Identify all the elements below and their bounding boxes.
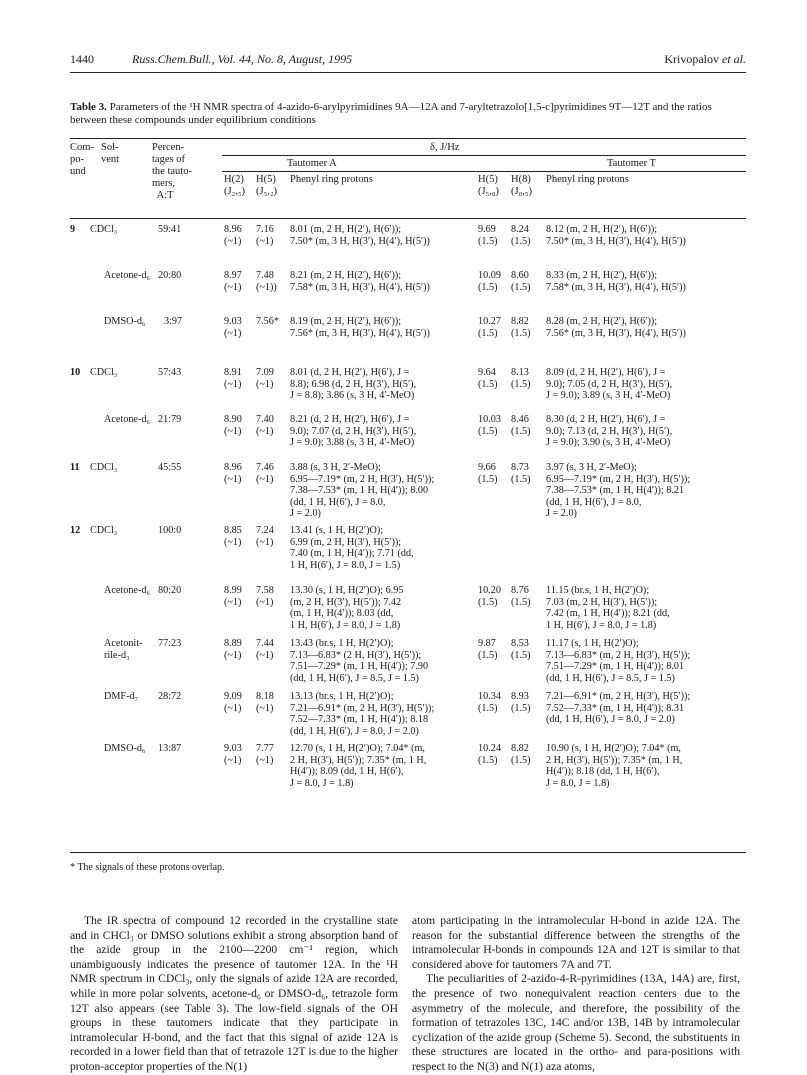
running-authors (664, 52, 746, 67)
a-phenyl-protons: 8.01 (m, 2 H, H(2′), H(6′)); 7.50* (m, 3 H, H(3′), H(4′), H(5′)) (290, 224, 430, 247)
journal-page (70, 0, 746, 1073)
col-header-t-h5: H(5) (J₅,₈) (478, 174, 500, 197)
a-h2-shift: 8.90 (~1) (224, 414, 242, 437)
solvent: Acetonit- rile-d₃ (104, 638, 143, 661)
t-phenyl-protons: 8.12 (m, 2 H, H(2′), H(6′)); 7.50* (m, 3 H, H(3′), H(4′), H(5′)) (546, 224, 686, 247)
t-h5-shift: 10.09 (1.5) (478, 270, 501, 293)
a-h2-shift: 8.99 (~1) (224, 585, 242, 608)
col-header-tautomer-t: Tautomer T (607, 158, 656, 169)
t-h8-shift: 8.60 (1.5) (511, 270, 531, 293)
tautomer-ratio: 59:41 (158, 224, 182, 235)
a-phenyl-protons: 13.13 (br.s, 1 H, H(2′)O); 7.21—6.91* (m, 2 H, H(3′), H(5′)); 7.52—7.33* (m, 1 H, H(4′)); 8.18 (dd, 1 H, H(6′), J = 8.0, J = 2.0) (290, 691, 435, 737)
tautomer-ratio: 3:97 (164, 316, 183, 327)
a-h2-shift: 8.96 (~1) (224, 224, 242, 247)
solvent: CDCl₃ (90, 367, 118, 378)
delta-rule (222, 155, 746, 156)
tautomer-ratio: 21:79 (158, 414, 182, 425)
compound-number: 10 (70, 367, 81, 378)
a-phenyl-protons: 8.21 (d, 2 H, H(2′), H(6′), J = 9.0); 7.07 (d, 2 H, H(3′), H(5′), J = 9.0); 3.88 (s, 3 H, 4′-MeO) (290, 414, 417, 449)
col-header-a-h5: H(5) (J₅,₂) (256, 174, 278, 197)
tautomer-ratio: 57:43 (158, 367, 182, 378)
a-h5-shift: 7.58 (~1) (256, 585, 274, 608)
a-h5-shift: 8.18 (~1) (256, 691, 274, 714)
author-name: Krivopalov (664, 52, 719, 66)
tautomer-ratio: 13:87 (158, 743, 182, 754)
t-h8-shift: 8.13 (1.5) (511, 367, 531, 390)
a-h5-shift: 7.48 (~1)) (256, 270, 277, 293)
t-phenyl-protons: 3.97 (s, 3 H, 2′-MeO); 6.95—7.19* (m, 2 H, H(3′), H(5′)); 7.38—7.53* (m, 1 H, H(4′)); 8.21 (dd, 1 H, H(6′), J = 8.0, J = 2.0) (546, 462, 691, 520)
a-h2-shift: 8.85 (~1) (224, 525, 242, 548)
col-header-t-phenyl: Phenyl ring protons (546, 174, 629, 185)
col-header-a-h2: H(2) (J₂,₅) (224, 174, 246, 197)
compound-number: 12 (70, 525, 81, 536)
a-h2-shift: 9.09 (~1) (224, 691, 242, 714)
t-h5-shift: 10.20 (1.5) (478, 585, 501, 608)
a-h2-shift: 8.91 (~1) (224, 367, 242, 390)
a-h2-shift: 8.89 (~1) (224, 638, 242, 661)
a-h2-shift: 8.97 (~1) (224, 270, 242, 293)
t-h8-shift: 8.53 (1.5) (511, 638, 531, 661)
table-label: Table 3. (70, 101, 107, 113)
t-h5-shift: 10.27 (1.5) (478, 316, 501, 339)
compound-number: 11 (70, 462, 80, 473)
body-column-right (412, 914, 740, 1075)
t-h8-shift: 8.82 (1.5) (511, 316, 531, 339)
a-phenyl-protons: 3.88 (s, 3 H, 2′-MeO); 6.95—7.19* (m, 2 H, H(3′), H(5′)); 7.38—7.53* (m, 1 H, H(4′)); 8.00 (dd, 1 H, H(6′), J = 8.0, J = 2.0) (290, 462, 435, 520)
et-al: et al. (719, 52, 746, 66)
t-h5-shift: 10.24 (1.5) (478, 743, 501, 766)
solvent: CDCl₃ (90, 224, 118, 235)
a-h5-shift: 7.56* (256, 316, 279, 327)
t-h8-shift: 8.76 (1.5) (511, 585, 531, 608)
col-header-t-h8: H(8) (J₈,₅) (511, 174, 533, 197)
journal-citation: Russ.Chem.Bull., Vol. 44, No. 8, August, 1995 (132, 52, 353, 66)
body-column-left (70, 914, 398, 1075)
t-h8-shift: 8.93 (1.5) (511, 691, 531, 714)
t-phenyl-protons: 8.09 (d, 2 H, H(2′), H(6′), J = 9.0); 7.05 (d, 2 H, H(3′), H(5′), J = 9.0); 3.89 (s, 3 H, 4′-MeO) (546, 367, 673, 402)
col-header-compound: Com- po- und (70, 142, 94, 177)
t-h5-shift: 9.66 (1.5) (478, 462, 498, 485)
t-h8-shift: 8.24 (1.5) (511, 224, 531, 247)
page-number: 1440 (70, 52, 94, 66)
a-h5-shift: 7.09 (~1) (256, 367, 274, 390)
a-phenyl-protons: 13.30 (s, 1 H, H(2′)O); 6.95 (m, 2 H, H(3′), H(5′)); 7.42 (m, 1 H, H(4′)); 8.03 (dd, 1 H, H(6′), J = 8.0, J = 1.8) (290, 585, 404, 631)
tautomer-ratio: 100:0 (158, 525, 182, 536)
t-h5-shift: 9.87 (1.5) (478, 638, 498, 661)
paragraph: atom participating in the intramolecular H-bond in azide 12A. The reason for the substantial difference between the strengths of the intramolecular H-bonds in compounds 12A and 12T is similar to that considered above for tautomers 7A and 7T. (412, 914, 740, 971)
t-h8-shift: 8.82 (1.5) (511, 743, 531, 766)
paragraph: The peculiarities of 2-azido-4-R-pyrimidines (13A, 14A) are, first, the presence of two nonequivalent reaction centers due to the asymmetry of the molecule, and therefore, the possibility of the formation of tetrazoles 13C, 14C and/or 13B, 14B by intramolecular cyclization of the azide group (Scheme 5). Second, the substituents in these structures are located in the ortho- and para-positions with respect to the N(3) and N(1) aza atoms, (412, 972, 740, 1073)
table-footnote: * The signals of these protons overlap. (70, 862, 225, 873)
t-phenyl-protons: 8.28 (m, 2 H, H(2′), H(6′)); 7.56* (m, 3 H, H(3′), H(4′), H(5′)) (546, 316, 686, 339)
a-h5-shift: 7.44 (~1) (256, 638, 274, 661)
a-h2-shift: 9.03 (~1) (224, 743, 242, 766)
a-phenyl-protons: 12.70 (s, 1 H, H(2′)O); 7.04* (m, 2 H, H(3′), H(5′)); 7.35* (m, 1 H, H(4′)); 8.09 (dd, 1 H, H(6′), J = 8.0, J = 1.8) (290, 743, 427, 789)
table-top-rule (70, 138, 746, 139)
table-bottom-rule (70, 852, 746, 853)
col-header-solvent: Sol- vent (101, 142, 120, 165)
tautomer-ratio: 80:20 (158, 585, 182, 596)
table-caption (70, 101, 746, 127)
col-header-delta: δ, J/Hz (430, 142, 460, 153)
header-rule (70, 72, 746, 73)
solvent: DMF-d₇ (104, 691, 139, 702)
table-caption-text: Parameters of the ¹H NMR spectra of 4-azido-6-arylpyrimidines 9A—12A and 7-aryltetrazolo[1,5-c]pyrimidines 9T—12T and the ratios between these compounds under equilibrium conditions (70, 101, 712, 126)
a-h5-shift: 7.46 (~1) (256, 462, 274, 485)
t-h8-shift: 8.73 (1.5) (511, 462, 531, 485)
t-h5-shift: 9.64 (1.5) (478, 367, 498, 390)
t-phenyl-protons: 7.21—6.91* (m, 2 H, H(3′), H(5′)); 7.52—7.33* (m, 1 H, H(4′)); 8.31 (dd, 1 H, H(6′), J = 8.0, J = 2.0) (546, 691, 691, 726)
a-phenyl-protons: 8.19 (m, 2 H, H(2′), H(6′)); 7.56* (m, 3 H, H(3′), H(4′), H(5′)) (290, 316, 430, 339)
t-h5-shift: 10.03 (1.5) (478, 414, 501, 437)
col-header-percentages: Percen- tages of the tauto- mers, A:T (152, 142, 192, 201)
tautomer-ratio: 77:23 (158, 638, 182, 649)
a-phenyl-protons: 13.41 (s, 1 H, H(2′)O); 6.99 (m, 2 H, H(3′), H(5′)); 7.40 (m, 1 H, H(4′)); 7.71 (dd, 1 H, H(6′), J = 8.0, J = 1.5) (290, 525, 414, 571)
tautomer-ratio: 45:55 (158, 462, 182, 473)
compound-number: 9 (70, 224, 76, 235)
running-header (70, 52, 746, 70)
solvent: Acetone-d₆ (104, 414, 150, 425)
a-phenyl-protons: 13.43 (br.s, 1 H, H(2′)O); 7.13—6.83* (2 H, H(3′), H(5′)); 7.51—7.29* (m, 1 H, H(4′)); 7.90 (dd, 1 H, H(6′), J = 8.5, J = 1.5) (290, 638, 429, 684)
t-phenyl-protons: 8.30 (d, 2 H, H(2′), H(6′), J = 9.0); 7.13 (d, 2 H, H(3′), H(5′), J = 9.0); 3.90 (s, 3 H, 4′-MeO) (546, 414, 673, 449)
a-h5-shift: 7.24 (~1) (256, 525, 274, 548)
solvent: DMSO-d₆ (104, 316, 146, 327)
solvent: Acetone-d₆ (104, 585, 150, 596)
paragraph: The IR spectra of compound 12 recorded in the crystalline state and in CHCl₃ or DMSO solutions exhibit a strong absorption band of the azide group in the 2100—2200 cm⁻¹ region, which unambiguously indicates the presence of tautomer 12A. In the ¹H NMR spectrum in CDCl₃, only the signals of azide 12A are recorded, while in more polar solvents, acetone-d₆ or DMSO-d₆, tetrazole form 12T also appears (see Table 3). The low-field signals of the OH groups in these tautomers indicate that they participate in intramolecular H-bond, and the fact that this signal of azide 12A is recorded in a lower field than that of tetrazole 12T is due to the higher proton-acceptor properties of the N(1) (70, 914, 398, 1073)
a-h5-shift: 7.16 (~1) (256, 224, 274, 247)
a-phenyl-protons: 8.21 (m, 2 H, H(2′), H(6′)); 7.58* (m, 3 H, H(3′), H(4′), H(5′)) (290, 270, 430, 293)
t-h5-shift: 9.69 (1.5) (478, 224, 498, 247)
a-phenyl-protons: 8.01 (d, 2 H, H(2′), H(6′), J = 8.8); 6.98 (d, 2 H, H(3′), H(5′), J = 8.8); 3.86 (s, 3 H, 4′-MeO) (290, 367, 417, 402)
a-h5-shift: 7.40 (~1) (256, 414, 274, 437)
tautomer-ratio: 28:72 (158, 691, 182, 702)
t-phenyl-protons: 8.33 (m, 2 H, H(2′), H(6′)); 7.58* (m, 3 H, H(3′), H(4′), H(5′)) (546, 270, 686, 293)
t-h8-shift: 8.46 (1.5) (511, 414, 531, 437)
col-header-a-phenyl: Phenyl ring protons (290, 174, 373, 185)
a-h2-shift: 9.03 (~1) (224, 316, 242, 339)
solvent: Acetone-d₆ (104, 270, 150, 281)
solvent: CDCl₃ (90, 462, 118, 473)
solvent: DMSO-d₆ (104, 743, 146, 754)
t-phenyl-protons: 11.17 (s, 1 H, H(2′)O); 7.13—6.83* (m, 2 H, H(3′), H(5′)); 7.51—7.29* (m, 1 H, H(4′)); 8.01 (dd, 1 H, H(6′), J = 8.5, J = 1.5) (546, 638, 691, 684)
a-h2-shift: 8.96 (~1) (224, 462, 242, 485)
tautomer-t-rule (478, 171, 746, 172)
t-phenyl-protons: 10.90 (s, 1 H, H(2′)O); 7.04* (m, 2 H, H(3′), H(5′)); 7.35* (m, 1 H, H(4′)); 8.18 (dd, 1 H, H(6′), J = 8.0, J = 1.8) (546, 743, 683, 789)
a-h5-shift: 7.77 (~1) (256, 743, 274, 766)
t-h5-shift: 10.34 (1.5) (478, 691, 501, 714)
tautomer-ratio: 20:80 (158, 270, 182, 281)
t-phenyl-protons: 11.15 (br.s, 1 H, H(2′)O); 7.03 (m, 2 H, H(3′), H(5′)); 7.42 (m, 1 H, H(4′)); 8.21 (dd, 1 H, H(6′), J = 8.0, J = 1.8) (546, 585, 670, 631)
header-bottom-rule (70, 218, 746, 219)
solvent: CDCl₃ (90, 525, 118, 536)
col-header-tautomer-a: Tautomer A (287, 158, 337, 169)
